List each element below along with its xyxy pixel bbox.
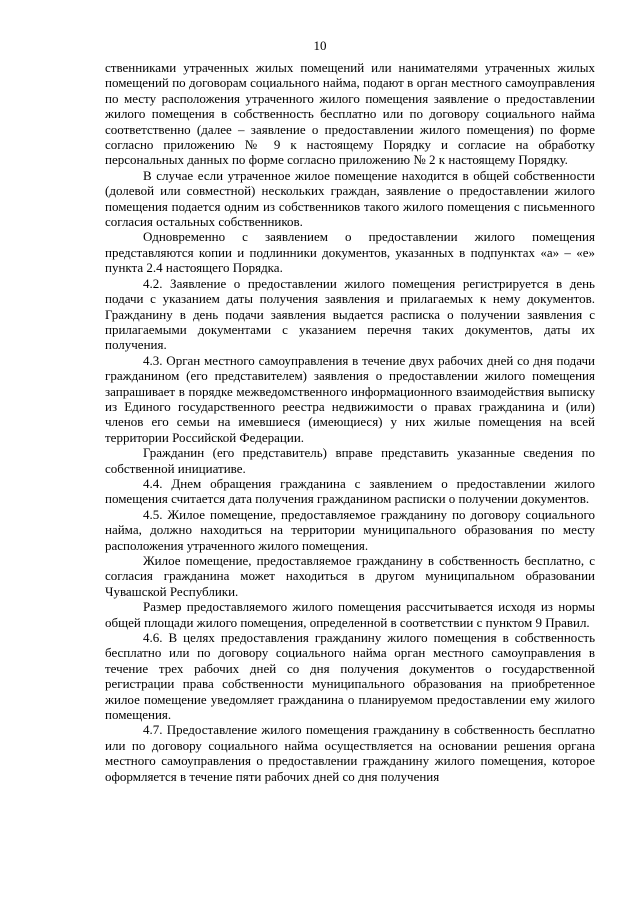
paragraph-continuation: ственниками утраченных жилых помещений или нанимателями утраченных жилых помещений по договорам социального найма, подают в орган местного самоуправления по месту расположения утраченного жилого помещения заявление о предоставлении жилого помещения в собственность бесплатно или по договору социального найма соответственно (далее – заявление о предоставлении жилого помещения) по форме согласно приложению № 9 к настоящему Порядку и согласие на обработку персональных данных по форме согласно приложению № 2 к настоящему Порядку. [105,60,595,168]
paragraph-4-2: 4.2. Заявление о предоставлении жилого помещения регистрируется в день подачи с указанием даты получения заявления и прилагаемых к нему документов. Гражданину в день подачи заявления выдается расписка о получении заявления с прилагаемыми документами с указанием перечня таких документов, даты их получения. [105,275,595,353]
paragraph-4-4: 4.4. Днем обращения гражданина с заявлением о предоставлении жилого помещения считается дата получения гражданином расписки о получении документов. [105,475,595,507]
paragraph-shared-ownership: В случае если утраченное жилое помещение находится в общей собственности (долевой или совместной) нескольких граждан, заявление о предоставлении жилого помещения подается одним из собственников такого жилого помещения с письменного согласия остальных собственников. [105,167,595,230]
paragraph-4-5: 4.5. Жилое помещение, предоставляемое гражданину по договору социального найма, должно находиться на территории муниципального образования по месту расположения утраченного жилого помещения. [105,506,595,553]
paragraph-area-norm: Размер предоставляемого жилого помещения рассчитывается исходя из нормы общей площади жилого помещения, определенной в соответствии с пунктом 9 Правил. [105,599,595,630]
page-number: 10 [313,38,327,53]
paragraph-4-7: 4.7. Предоставление жилого помещения гражданину в собственность бесплатно или по договору социального найма осуществляется на основании решения органа местного самоуправления о предоставлении гражданину жилого помещения, которое оформляется в течение пяти рабочих дней со дня получения [105,722,595,784]
document-body [105,60,595,784]
paragraph-4-6: 4.6. В целях предоставления гражданину жилого помещения в собственность бесплатно или по договору социального найма орган местного самоуправления в течение трех рабочих дней со дня получения документов о государственной регистрации права собственности муниципального образования на приобретенное жилое помещение уведомляет гражданина о планируемом предоставлении ему жилого помещения. [105,630,595,723]
paragraph-own-initiative: Гражданин (его представитель) вправе представить указанные сведения по собственной инициативе. [105,445,595,476]
paragraph-4-3: 4.3. Орган местного самоуправления в течение двух рабочих дней со дня подачи гражданином (его представителем) заявления о предоставлении жилого помещения запрашивает в порядке межведомственного информационного взаимодействия выписку из Единого государственного реестра недвижимости о правах гражданина и (или) членов его семьи на имевшиеся (имеющиеся) у них жилые помещения на всей территории Российской Федерации. [105,352,595,445]
paragraph-documents: Одновременно с заявлением о предоставлении жилого помещения представляются копии и подлинники документов, указанных в подпунктах «а» – «е» пункта 2.4 настоящего Порядка. [105,229,595,276]
paragraph-other-municipality: Жилое помещение, предоставляемое гражданину в собственность бесплатно, с согласия гражданина может находиться в другом муниципальном образовании Чувашской Республики. [105,553,595,599]
